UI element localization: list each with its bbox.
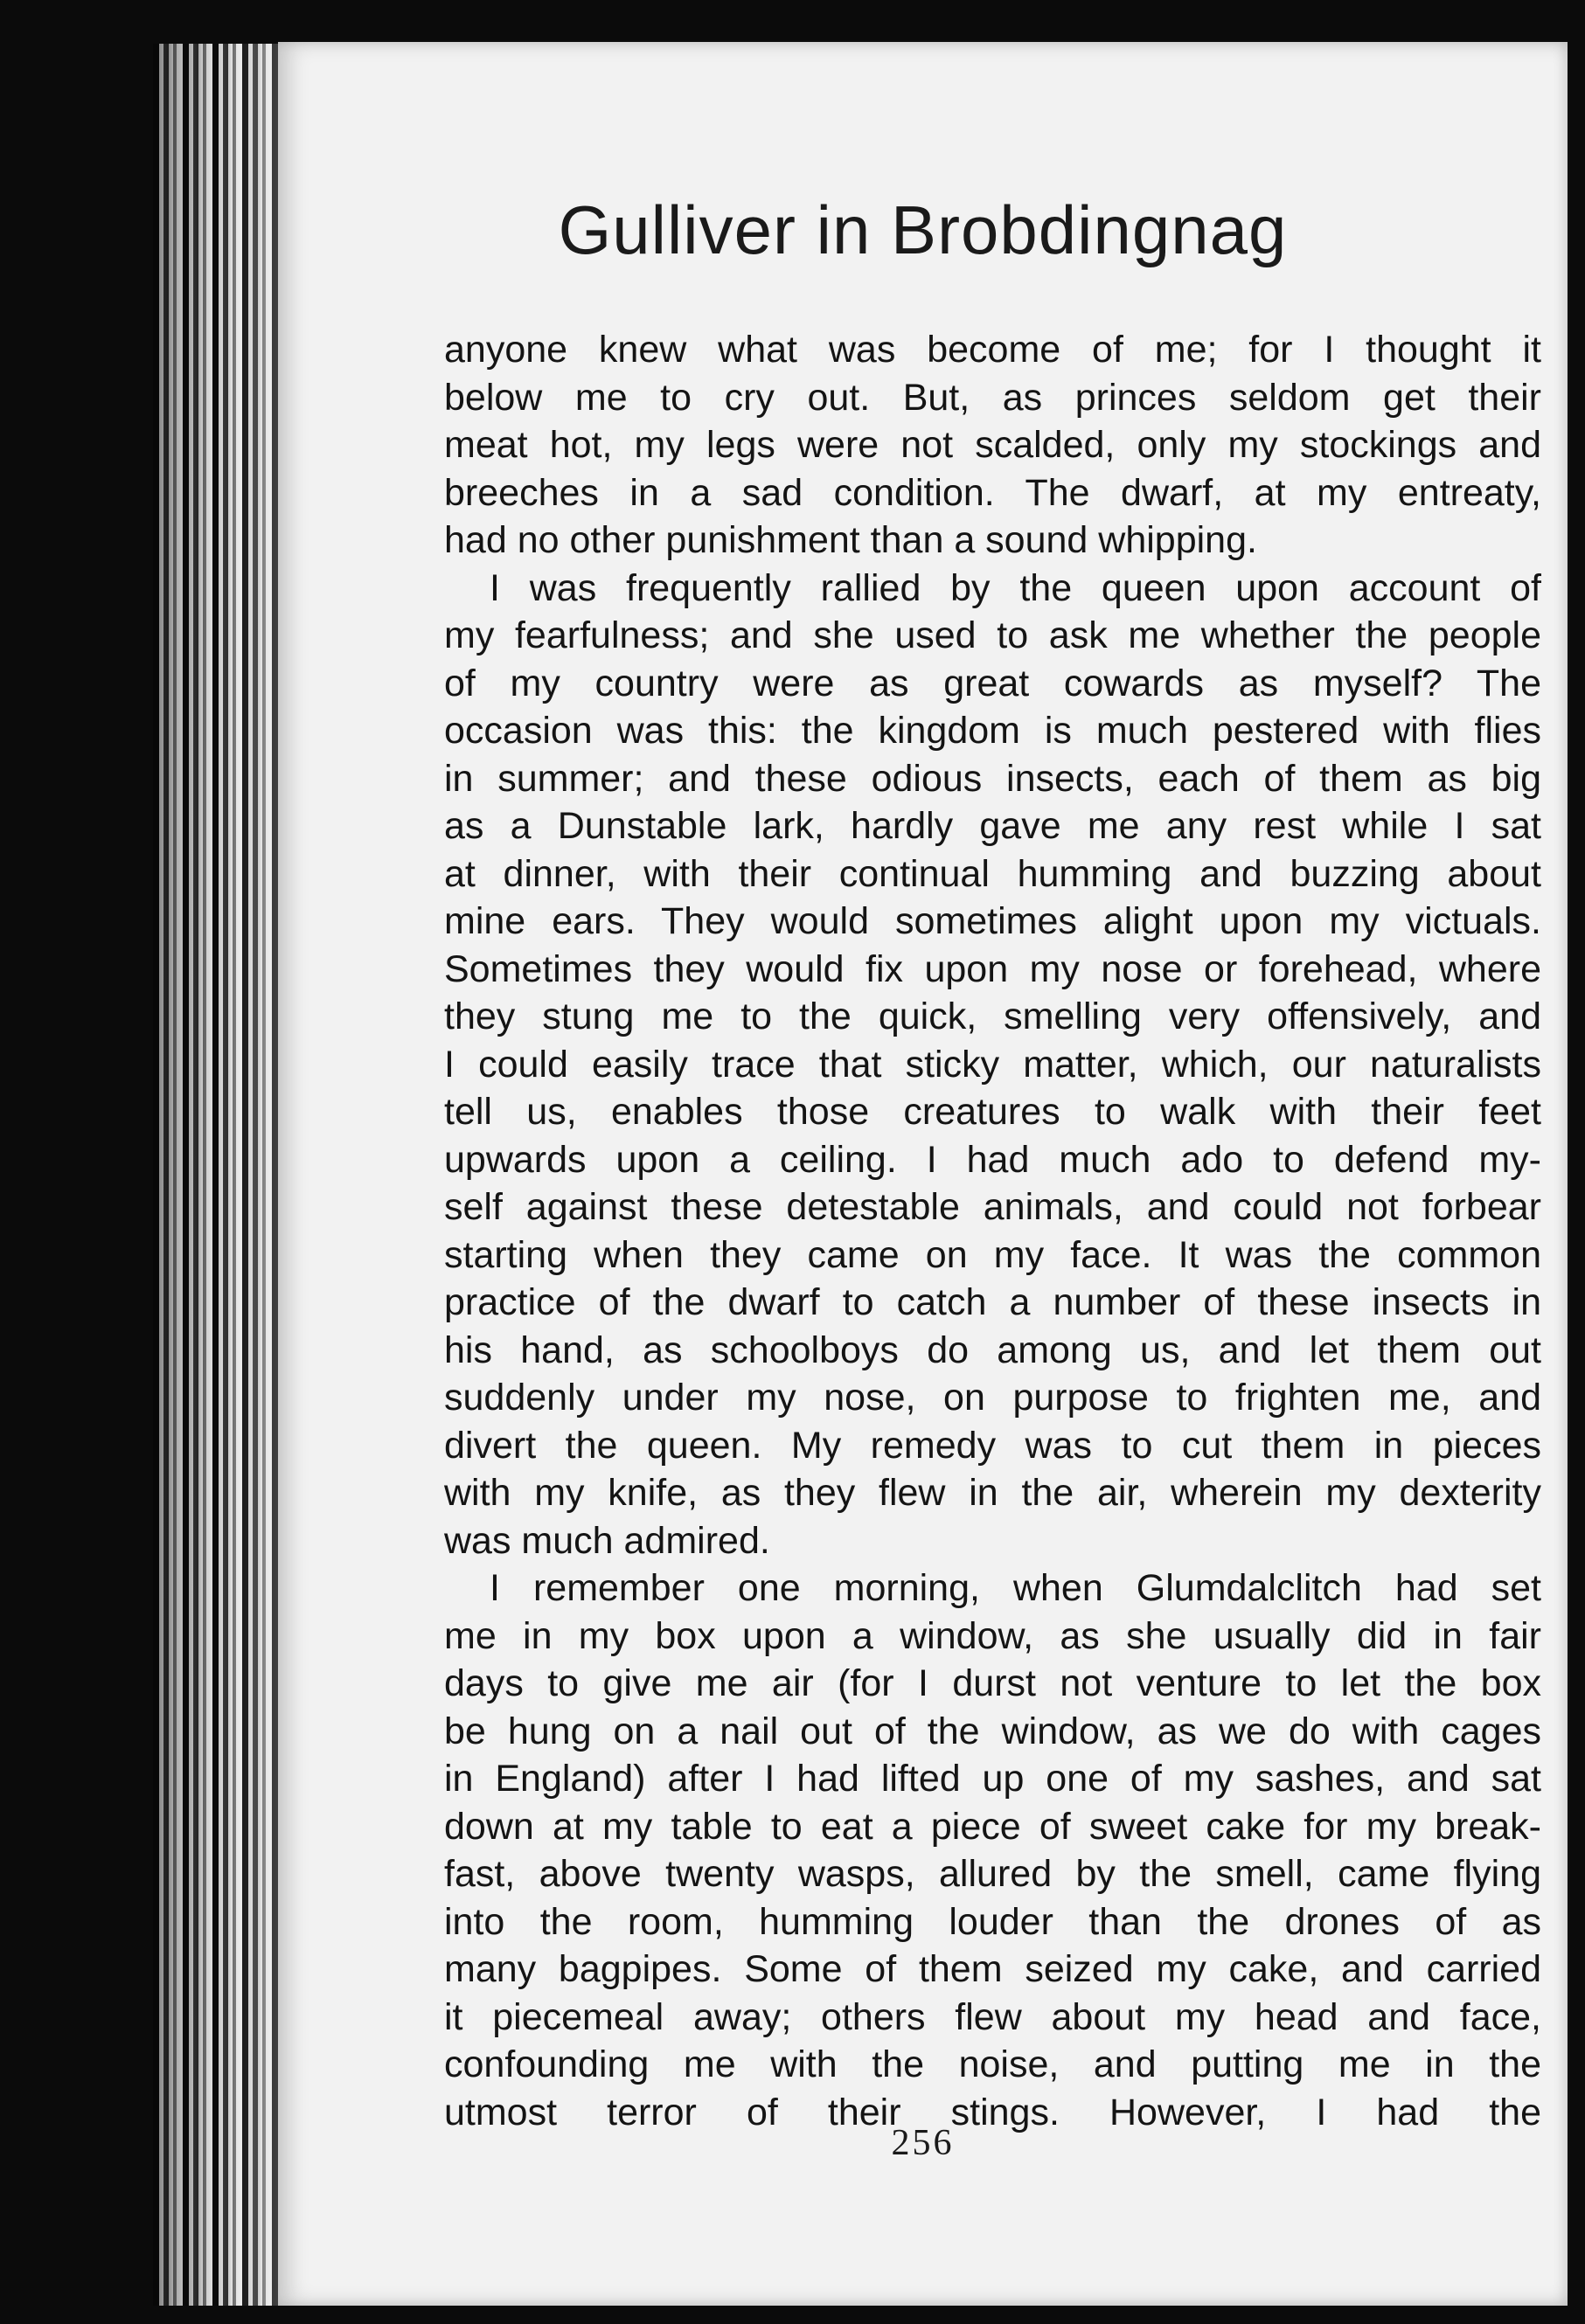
text-line: his hand, as schoolboys do among us, and let them out bbox=[444, 1328, 1541, 1371]
text-line: self against these detestable animals, and could not forbear bbox=[444, 1186, 1541, 1228]
text-line: meat hot, my legs were not scalded, only my stockings and bbox=[444, 424, 1541, 466]
text-line: my fearfulness; and she used to ask me whether the people bbox=[444, 614, 1541, 656]
text-line: anyone knew what was become of me; for I thought it bbox=[444, 329, 1541, 371]
text-line: of my country were as great cowards as myself? The bbox=[444, 662, 1541, 704]
text-line: upwards upon a ceiling. I had much ado to defend my- bbox=[444, 1138, 1541, 1181]
body-text bbox=[444, 326, 1541, 2136]
paragraph-1 bbox=[444, 326, 1541, 565]
text-line: it piecemeal away; others flew about my head and face, bbox=[444, 1995, 1541, 2038]
text-line: practice of the dwarf to catch a number of these insects in bbox=[444, 1281, 1541, 1323]
text-line: at dinner, with their continual humming and buzzing about bbox=[444, 852, 1541, 895]
paragraph-2 bbox=[444, 565, 1541, 1565]
text-line: was much admired. bbox=[444, 1519, 770, 1562]
text-line: tell us, enables those creatures to walk with their feet bbox=[444, 1091, 1541, 1133]
text-line: in summer; and these odious insects, each of them as big bbox=[444, 757, 1541, 800]
text-line: be hung on a nail out of the window, as we do with cages bbox=[444, 1710, 1541, 1752]
text-line: mine ears. They would sometimes alight upon my victuals. bbox=[444, 900, 1541, 942]
text-line: starting when they came on my face. It was the common bbox=[444, 1233, 1541, 1276]
running-head: Gulliver in Brobdingnag bbox=[558, 191, 1288, 268]
scan-bottom-edge bbox=[0, 2306, 1585, 2324]
text-line: occasion was this: the kingdom is much pestered with flies bbox=[444, 710, 1541, 752]
text-line: in England) after I had lifted up one of my sashes, and sat bbox=[444, 1758, 1541, 1800]
text-line: fast, above twenty wasps, allured by the smell, came flying bbox=[444, 1853, 1541, 1895]
text-line: I remember one morning, when Glumdalclitch had set bbox=[490, 1567, 1541, 1609]
page-edges-stack bbox=[153, 44, 284, 2307]
text-line: had no other punishment than a sound whipping. bbox=[444, 519, 1257, 561]
text-line: below me to cry out. But, as princes seldom get their bbox=[444, 376, 1541, 419]
text-line: me in my box upon a window, as she usually did in fair bbox=[444, 1614, 1541, 1657]
text-line: I was frequently rallied by the queen upon account of bbox=[490, 566, 1541, 609]
text-line: divert the queen. My remedy was to cut them in pieces bbox=[444, 1424, 1541, 1467]
text-line: I could easily trace that sticky matter, which, our naturalists bbox=[444, 1043, 1541, 1086]
text-line: with my knife, as they flew in the air, wherein my dexterity bbox=[444, 1472, 1541, 1514]
book-page bbox=[278, 42, 1568, 2306]
text-line: many bagpipes. Some of them seized my cake, and carried bbox=[444, 1948, 1541, 1990]
text-line: utmost terror of their stings. However, I had the bbox=[444, 2091, 1541, 2133]
text-line: suddenly under my nose, on purpose to frighten me, and bbox=[444, 1377, 1541, 1419]
text-line: as a Dunstable lark, hardly gave me any rest while I sat bbox=[444, 805, 1541, 847]
text-line: days to give me air (for I durst not venture to let the box bbox=[444, 1662, 1541, 1704]
text-line: into the room, humming louder than the drones of as bbox=[444, 1900, 1541, 1943]
page-number: 256 bbox=[891, 2123, 955, 2163]
paragraph-3 bbox=[444, 1564, 1541, 2136]
text-line: they stung me to the quick, smelling very offensively, and bbox=[444, 996, 1541, 1037]
text-line: Sometimes they would fix upon my nose or forehead, where bbox=[444, 947, 1541, 990]
text-line: confounding me with the noise, and putting me in the bbox=[444, 2043, 1541, 2085]
text-line: breeches in a sad condition. The dwarf, at my entreaty, bbox=[444, 471, 1541, 514]
text-line: down at my table to eat a piece of sweet cake for my break- bbox=[444, 1805, 1541, 1848]
